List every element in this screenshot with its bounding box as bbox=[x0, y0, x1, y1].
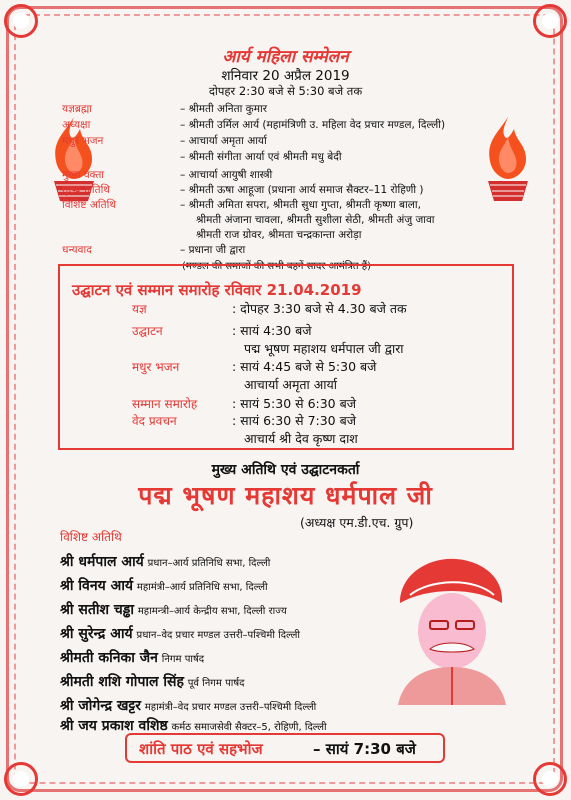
guest-name: श्री जय प्रकाश वशिष्ठ bbox=[60, 718, 168, 734]
program-label: मधुर भजन bbox=[62, 135, 104, 147]
program-value: – श्रीमती उर्मिल आर्य (महामंत्रिणी उ. महिला वेद प्रचार मण्डल, दिल्ली) bbox=[180, 119, 446, 131]
program-value: – श्रीमती ऊषा आहूजा (प्रधाना आर्य समाज सैक्टर–11 रोहिणी ) bbox=[180, 184, 424, 196]
guest-name: श्री सुरेन्द्र आर्य bbox=[60, 626, 133, 642]
guest-name: श्री सतीश चड्ढा bbox=[60, 602, 134, 618]
guest-name: श्री धर्मपाल आर्य bbox=[60, 554, 144, 570]
program-label: विशिष्ट अतिथि bbox=[62, 199, 117, 211]
guest-desc: महामंत्री–आर्य प्रतिनिधि सभा, दिल्ली bbox=[136, 582, 268, 593]
event-date: शनिवार 20 अप्रैल 2019 bbox=[221, 68, 350, 84]
guest-desc: प्रधान–आर्य प्रतिनिधि सभा, दिल्ली bbox=[147, 558, 271, 569]
program-value: – प्रधाना जी द्वारा bbox=[180, 244, 246, 256]
guest-name: श्री जोगेन्द्र खट्टर bbox=[60, 698, 141, 714]
program-label: मुख्य अतिथि bbox=[62, 184, 111, 196]
program-value: – आचार्या अमृता आर्या bbox=[180, 135, 267, 147]
program-note: (मण्डल की समाजों की सभी बहनें सादर आमंत्रित हैं) bbox=[182, 261, 371, 272]
guest-desc: पूर्व निगम पार्षद bbox=[187, 678, 245, 689]
schedule-label: सम्मान समारोह bbox=[132, 397, 198, 411]
program-value: – श्रीमती अनिता कुमार bbox=[180, 103, 268, 115]
chief-guest-heading: मुख्य अतिथि एवं उद्घाटनकर्ता bbox=[211, 462, 360, 478]
program-value: – श्रीमती अमिता सपरा, श्रीमती सुधा गुप्ता, श्रीमती कृष्णा बाला, bbox=[180, 199, 421, 211]
corner-ornament bbox=[4, 4, 38, 38]
guest-name: श्रीमती कनिका जैन bbox=[60, 650, 158, 666]
schedule-value: : दोपहर 3:30 बजे से 4.30 बजे तक bbox=[232, 301, 407, 316]
schedule-value: : सायं 6:30 से 7:30 बजे bbox=[232, 413, 357, 428]
guest-name: श्री विनय आर्य bbox=[60, 578, 134, 594]
schedule-value: : सायं 4:30 बजे bbox=[232, 323, 312, 338]
havan-kund-icon bbox=[480, 115, 536, 203]
program-value: – आचार्या आयुषी शास्त्री bbox=[180, 169, 273, 181]
program-value: – श्रीमती संगीता आर्या एवं श्रीमती मधु बेदी bbox=[180, 151, 342, 163]
guest-entry bbox=[60, 648, 204, 667]
guest-entry bbox=[60, 600, 287, 619]
footer-banner bbox=[125, 733, 445, 763]
program-value: श्रीमती अंजाना चावला, श्रीमती सुशीला सेठी, श्रीमती अंजु जावा bbox=[196, 214, 435, 226]
guest-name: श्रीमती शशि गोपाल सिंह bbox=[60, 674, 184, 690]
guest-desc: निगम पार्षद bbox=[161, 654, 205, 665]
program-label: मुख्य वक्ता bbox=[62, 169, 105, 181]
special-guests-heading: विशिष्ट अतिथि bbox=[60, 530, 122, 544]
guest-desc: महामंत्री–वेद प्रचार मण्डल उत्तरी–पश्चिमी दिल्ली bbox=[144, 702, 317, 713]
corner-ornament bbox=[4, 762, 38, 796]
schedule-value: आचार्य श्री देव कृष्ण दाश bbox=[244, 431, 358, 446]
chief-guest-name: पद्म भूषण महाशय धर्मपाल जी bbox=[138, 481, 433, 510]
program-label: अध्यक्षा bbox=[62, 119, 91, 131]
event-title: आर्य महिला सम्मेलन bbox=[222, 47, 349, 67]
schedule-label: वेद प्रवचन bbox=[132, 414, 177, 428]
guest-entry bbox=[60, 672, 244, 691]
chief-guest-designation: (अध्यक्ष एम.डी.एच. ग्रुप) bbox=[300, 515, 414, 530]
guest-desc: महामन्त्री–आर्य केन्द्रीय सभा, दिल्ली राज्य bbox=[137, 606, 287, 617]
program-label: धन्यवाद bbox=[62, 244, 92, 256]
schedule-label: उद्घाटन bbox=[132, 324, 163, 338]
schedule-value: : सायं 4:45 बजे से 5:30 बजे bbox=[232, 359, 377, 374]
schedule-value: पद्म भूषण महाशय धर्मपाल जी द्वारा bbox=[244, 341, 404, 356]
footer-label: शांति पाठ एवं सहभोज bbox=[139, 740, 263, 758]
schedule-value: आचार्या अमृता आर्या bbox=[244, 377, 338, 392]
corner-ornament bbox=[533, 4, 567, 38]
program-value: श्रीमती राज ग्रोवर, श्रीमता चन्द्रकान्ता अरोड़ा bbox=[196, 229, 362, 241]
event-time: दोपहर 2:30 बजे से 5:30 बजे तक bbox=[208, 84, 363, 98]
schedule-label: मधुर भजन bbox=[132, 360, 180, 374]
inauguration-title: उद्घाटन एवं सम्मान समारोह रविवार 21.04.2019 bbox=[72, 281, 362, 299]
schedule-label: यज्ञ bbox=[132, 302, 147, 316]
footer-time: – सायं 7:30 बजे bbox=[313, 740, 416, 758]
guest-entry bbox=[60, 552, 270, 571]
portrait-image bbox=[370, 545, 530, 705]
corner-ornament bbox=[533, 762, 567, 796]
guest-entry bbox=[60, 576, 268, 595]
guest-desc: प्रधान–वेद प्रचार मण्डल उत्तरी–पश्चिमी दिल्ली bbox=[136, 630, 300, 641]
guest-entry bbox=[60, 696, 316, 715]
schedule-value: : सायं 5:30 से 6:30 बजे bbox=[232, 396, 357, 411]
guest-entry bbox=[60, 624, 300, 643]
program-label: यज्ञब्रह्मा bbox=[62, 103, 92, 115]
guest-desc: कर्मठ समाजसेवी सैक्टर–5, रोहिणी, दिल्ली bbox=[171, 722, 327, 733]
